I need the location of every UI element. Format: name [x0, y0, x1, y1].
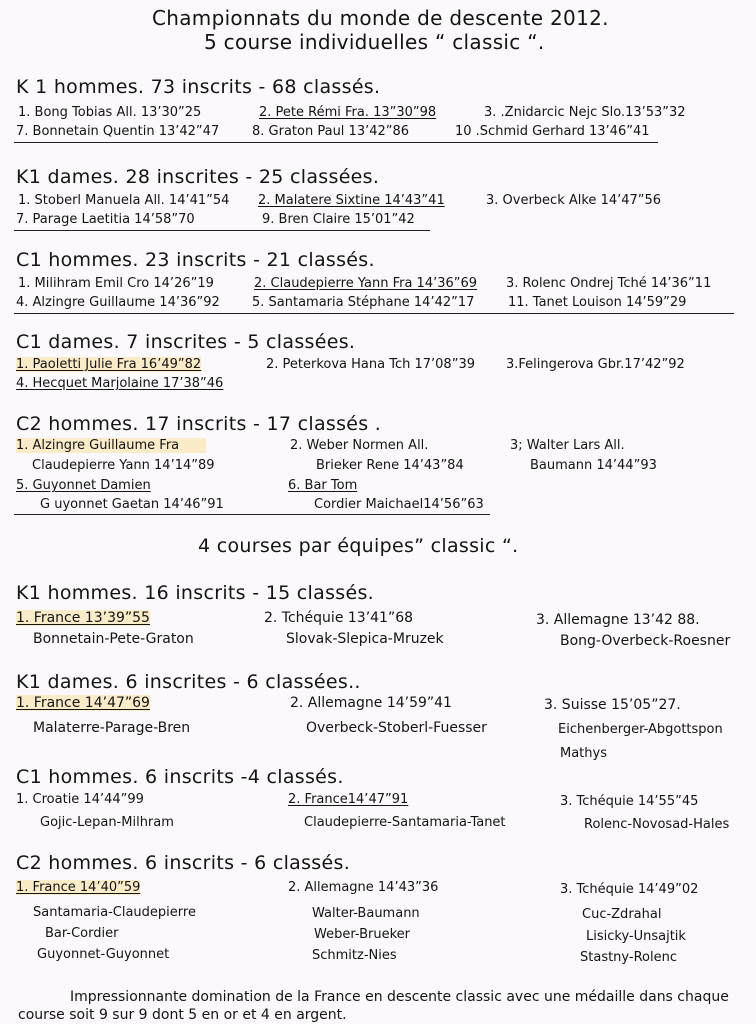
team-members: Slovak-Slepica-Mruzek — [286, 631, 444, 647]
underline-rule — [14, 230, 430, 231]
document-title: Championnats du monde de descente 2012. — [152, 6, 609, 30]
result-entry: 8. Graton Paul 13’42”86 — [252, 124, 410, 139]
result-entry: 1. Paoletti Julie Fra 16’49”82 — [16, 357, 202, 372]
team-members: Santamaria-Claudepierre — [33, 905, 196, 920]
result-entry: 3. Allemagne 13’42 88. — [536, 612, 700, 628]
closing-paragraph: Impressionnante domination de la France en descente classic avec une médaille dans chaque course soit 9 sur 9 dont 5 en or et 4 en argent. — [18, 989, 729, 1023]
team-members: Stastny-Rolenc — [580, 950, 677, 965]
team-members: Eichenberger-Abgottspon — [558, 722, 723, 737]
team-members: Malaterre-Parage-Bren — [33, 720, 191, 736]
team-members: Walter-Baumann — [312, 906, 420, 921]
section-heading-c1-hommes-teams: C1 hommes. 6 inscrits -4 classés. — [16, 766, 344, 788]
team-members: Claudepierre-Santamaria-Tanet — [304, 815, 506, 830]
result-entry: 3. Tchéquie 14’55”45 — [560, 794, 699, 809]
result-entry: 3; Walter Lars All. — [510, 438, 625, 453]
result-entry: 2. Tchéquie 13’41”68 — [264, 610, 414, 626]
team-members: Mathys — [560, 746, 607, 761]
result-entry: 4. Hecquet Marjolaine 17’38”46 — [16, 376, 224, 391]
result-entry: Claudepierre Yann 14’14”89 — [32, 458, 215, 473]
teams-title: 4 courses par équipes” classic “. — [198, 535, 519, 557]
result-entry: 1. Milihram Emil Cro 14’26”19 — [18, 276, 214, 291]
result-entry: 3. Rolenc Ondrej Tché 14’36”11 — [506, 276, 712, 291]
team-members: Bonnetain-Pete-Graton — [33, 631, 194, 647]
team-members: Weber-Brueker — [314, 927, 410, 942]
result-entry: 11. Tanet Louison 14’59”29 — [508, 295, 687, 310]
result-entry: 1. France 14’47”69 — [16, 695, 150, 711]
section-heading-c1-dames: C1 dames. 7 inscrites - 5 classées. — [16, 331, 356, 353]
result-entry: 2. Malatere Sixtine 14’43”41 — [258, 193, 445, 208]
result-entry: 2. Weber Normen All. — [290, 438, 429, 453]
team-members: Overbeck-Stoberl-Fuesser — [306, 720, 487, 736]
team-members: Guyonnet-Guyonnet — [37, 947, 170, 962]
result-entry: 1. France 14’40”59 — [16, 880, 141, 895]
result-entry: 2. Pete Rémi Fra. 13”30”98 — [259, 105, 437, 120]
result-entry: 7. Parage Laetitia 14’58”70 — [16, 212, 195, 227]
result-entry: 5. Guyonnet Damien — [16, 478, 151, 493]
result-entry: 2. Allemagne 14’43”36 — [288, 880, 439, 895]
underline-rule — [14, 142, 658, 143]
result-entry: Baumann 14’44”93 — [530, 458, 657, 473]
result-entry: 3. .Znidarcic Nejc Slo.13’53”32 — [484, 105, 686, 120]
result-entry: 1. Alzingre Guillaume Fra — [16, 438, 206, 453]
team-members: Bar-Cordier — [45, 926, 119, 941]
section-heading-k1-dames-teams: K1 dames. 6 inscrites - 6 classées.. — [16, 671, 361, 693]
section-heading-c2-hommes: C2 hommes. 17 inscrits - 17 classés . — [16, 413, 382, 435]
result-entry: 1. Croatie 14’44”99 — [16, 792, 144, 807]
result-entry: 2. France14’47”91 — [288, 792, 409, 807]
result-entry: 2. Peterkova Hana Tch 17’08”39 — [266, 357, 475, 372]
result-entry: 1. France 13’39”55 — [16, 610, 150, 626]
result-entry: Brieker Rene 14’43”84 — [316, 458, 464, 473]
result-entry: 5. Santamaria Stéphane 14’42”17 — [252, 295, 475, 310]
result-entry: G uyonnet Gaetan 14’46”91 — [40, 497, 224, 512]
underline-rule — [14, 313, 734, 314]
team-members: Schmitz-Nies — [312, 948, 397, 963]
section-heading-k1-hommes-teams: K1 hommes. 16 inscrits - 15 classés. — [16, 582, 375, 604]
team-members: Cuc-Zdrahal — [582, 907, 662, 922]
result-entry: Cordier Maichael14’56”63 — [314, 497, 484, 512]
result-entry: 1. Stoberl Manuela All. 14’41”54 — [18, 193, 230, 208]
team-members: Rolenc-Novosad-Hales — [584, 817, 730, 832]
document-subtitle: 5 course individuelles “ classic “. — [204, 30, 545, 54]
result-entry: 3.Felingerova Gbr.17’42”92 — [506, 357, 685, 372]
underline-rule — [14, 514, 490, 515]
result-entry: 6. Bar Tom — [288, 478, 358, 493]
team-members: Bong-Overbeck-Roesner — [560, 633, 731, 649]
result-entry: 4. Alzingre Guillaume 14’36”92 — [16, 295, 220, 310]
section-heading-k1-hommes: K 1 hommes. 73 inscrits - 68 classés. — [16, 76, 381, 98]
team-members: Gojic-Lepan-Milhram — [40, 815, 174, 830]
section-heading-k1-dames: K1 dames. 28 inscrites - 25 classées. — [16, 166, 380, 188]
result-entry: 7. Bonnetain Quentin 13’42”47 — [16, 124, 220, 139]
result-entry: 10 .Schmid Gerhard 13’46”41 — [455, 124, 650, 139]
section-heading-c2-hommes-teams: C2 hommes. 6 inscrits - 6 classés. — [16, 852, 351, 874]
result-entry: 9. Bren Claire 15’01”42 — [262, 212, 415, 227]
result-entry: 2. Allemagne 14’59”41 — [290, 695, 452, 711]
result-entry: 3. Tchéquie 14’49”02 — [560, 882, 699, 897]
team-members: Lisicky-Unsajtik — [586, 929, 686, 944]
result-entry: 3. Suisse 15’05”27. — [544, 697, 681, 713]
section-heading-c1-hommes: C1 hommes. 23 inscrits - 21 classés. — [16, 249, 375, 271]
result-entry: 1. Bong Tobias All. 13’30”25 — [18, 105, 202, 120]
result-entry: 2. Claudepierre Yann Fra 14’36”69 — [254, 276, 478, 291]
result-entry: 3. Overbeck Alke 14’47”56 — [486, 193, 662, 208]
